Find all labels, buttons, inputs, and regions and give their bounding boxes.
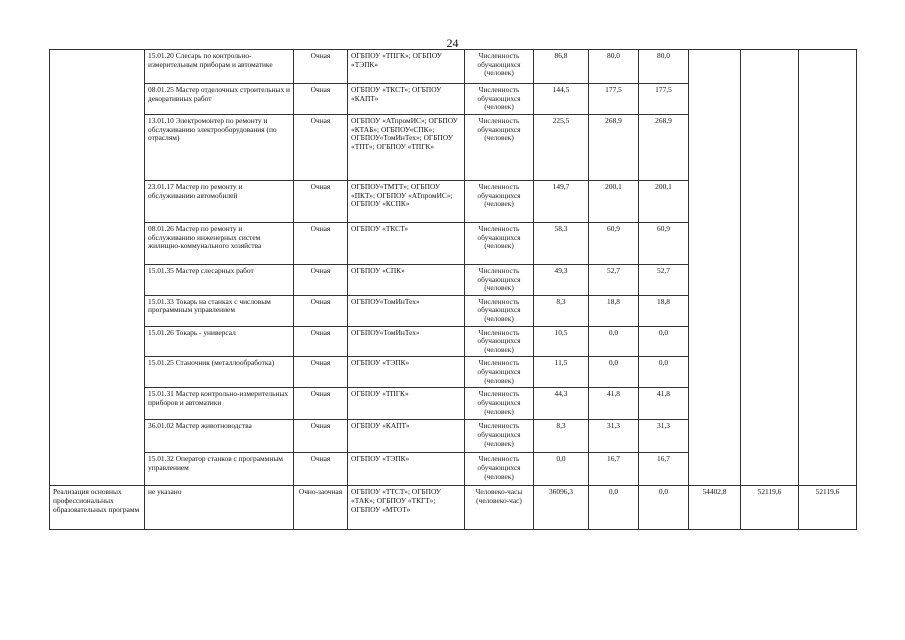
value-cell-3: 0,0: [639, 326, 689, 357]
specialty-cell: не указано: [145, 486, 294, 530]
value-cell-3: 268,9: [639, 115, 689, 181]
value-cell-2: 0,0: [589, 486, 639, 530]
organization-cell: ОГБПОУ«ТомИнТех»: [348, 326, 465, 357]
form-cell: Очная: [294, 84, 348, 115]
form-cell: Очная: [294, 265, 348, 296]
value-cell-2: 177,5: [589, 84, 639, 115]
value-cell-3: 16,7: [639, 453, 689, 486]
value-cell-2: 31,3: [589, 420, 639, 453]
value-cell-1: 225,5: [534, 115, 589, 181]
value-cell-1: 44,3: [534, 388, 589, 420]
value-cell-3: 80,0: [639, 50, 689, 84]
specialty-cell: 15.01.25 Станочник (металлообработка): [145, 357, 294, 388]
organization-cell: ОГБПОУ «ТПГК»: [348, 388, 465, 420]
form-cell: Очная: [294, 295, 348, 326]
organization-cell: ОГБПОУ«ТМТТ»; ОГБПОУ «ПКТ»; ОГБПОУ «АТпромИС»; ОГБПОУ «КСПК»: [348, 181, 465, 223]
organization-cell: ОГБПОУ «ТТСТ»; ОГБПОУ «ТАК»; ОГБПОУ «ТКГТ»; ОГБПОУ «МТОТ»: [348, 486, 465, 530]
merged-total-cell-1: [689, 50, 741, 486]
unit-cell: Численность обучающихся (человек): [465, 453, 534, 486]
value-cell-3: 0,0: [639, 486, 689, 530]
value-cell-1: 86,8: [534, 50, 589, 84]
value-cell-1: 49,3: [534, 265, 589, 296]
form-cell: Очная: [294, 223, 348, 265]
unit-cell: Численность обучающихся (человек): [465, 326, 534, 357]
organization-cell: ОГБПОУ «ТПГК»; ОГБПОУ «ТЭПК»: [348, 50, 465, 84]
form-cell: Очная: [294, 50, 348, 84]
table-row: [50, 50, 857, 84]
value-cell-1: 144,5: [534, 84, 589, 115]
unit-cell: Численность обучающихся (человек): [465, 50, 534, 84]
unit-cell: Численность обучающихся (человек): [465, 115, 534, 181]
value-cell-3: 177,5: [639, 84, 689, 115]
merged-name-cell: [50, 50, 145, 486]
value-cell-2: 52,7: [589, 265, 639, 296]
unit-cell: Численность обучающихся (человек): [465, 181, 534, 223]
specialty-cell: 15.01.32 Оператор станков с программным управлением: [145, 453, 294, 486]
specialty-cell: 15.01.26 Токарь - универсал: [145, 326, 294, 357]
value-cell-2: 0,0: [589, 326, 639, 357]
value-cell-2: 200,1: [589, 181, 639, 223]
organization-cell: ОГБПОУ «ТЭПК»: [348, 357, 465, 388]
value-cell-3: 60,9: [639, 223, 689, 265]
specialty-cell: 08.01.26 Мастер по ремонту и обслуживанию инженерных систем жилищно-коммунального хозяйства: [145, 223, 294, 265]
form-cell: Очная: [294, 388, 348, 420]
page-number: 24: [446, 36, 459, 50]
value-cell-2: 60,9: [589, 223, 639, 265]
organization-cell: ОГБПОУ «ТЭПК»: [348, 453, 465, 486]
specialty-cell: 08.01.25 Мастер отделочных строительных и декоративных работ: [145, 84, 294, 115]
unit-cell: Численность обучающихся (человек): [465, 357, 534, 388]
organization-cell: ОГБПОУ «ТКСТ»: [348, 223, 465, 265]
service-name-cell: Реализация основных профессиональных образовательных программ: [50, 486, 145, 530]
total-cell-2: 52119,6: [741, 486, 799, 530]
value-cell-1: 8,3: [534, 295, 589, 326]
unit-cell: Численность обучающихся (человек): [465, 265, 534, 296]
services-table: [49, 49, 857, 530]
organization-cell: ОГБПОУ «СПК»: [348, 265, 465, 296]
form-cell: Очная: [294, 357, 348, 388]
value-cell-1: 0,0: [534, 453, 589, 486]
total-cell-3: 52119,6: [799, 486, 857, 530]
form-cell: Очная: [294, 181, 348, 223]
value-cell-2: 0,0: [589, 357, 639, 388]
value-cell-2: 41,8: [589, 388, 639, 420]
specialty-cell: 15.01.20 Слесарь по контрольно-измерительным приборам и автоматике: [145, 50, 294, 84]
value-cell-1: 11,5: [534, 357, 589, 388]
table-row-final: [50, 486, 857, 530]
value-cell-2: 18,8: [589, 295, 639, 326]
value-cell-3: 52,7: [639, 265, 689, 296]
merged-total-cell-3: [799, 50, 857, 486]
form-cell: Очно-заочная: [294, 486, 348, 530]
value-cell-1: 149,7: [534, 181, 589, 223]
specialty-cell: 15.01.33 Токарь на станках с числовым программным управлением: [145, 295, 294, 326]
value-cell-3: 200,1: [639, 181, 689, 223]
value-cell-1: 10,5: [534, 326, 589, 357]
value-cell-1: 8,3: [534, 420, 589, 453]
value-cell-3: 0,0: [639, 357, 689, 388]
form-cell: Очная: [294, 420, 348, 453]
total-cell-1: 54402,8: [689, 486, 741, 530]
specialty-cell: 15.01.35 Мастер слесарных работ: [145, 265, 294, 296]
unit-cell: Человеко-часы (человеко-час): [465, 486, 534, 530]
organization-cell: ОГБПОУ «КАПТ»: [348, 420, 465, 453]
organization-cell: ОГБПОУ «АТпромИС»; ОГБПОУ «КТАБ»; ОГБПОУ«СПК»; ОГБПОУ«ТомИнТех»; ОГБПОУ «ТПТ»; ОГБПОУ «ТПГК»: [348, 115, 465, 181]
value-cell-3: 41,8: [639, 388, 689, 420]
organization-cell: ОГБПОУ«ТомИнТех»: [348, 295, 465, 326]
value-cell-2: 16,7: [589, 453, 639, 486]
form-cell: Очная: [294, 453, 348, 486]
unit-cell: Численность обучающихся (человек): [465, 84, 534, 115]
specialty-cell: 15.01.31 Мастер контрольно-измерительных приборов и автоматики: [145, 388, 294, 420]
value-cell-3: 31,3: [639, 420, 689, 453]
specialty-cell: 36.01.02 Мастер животноводства: [145, 420, 294, 453]
specialty-cell: 13.01.10 Электромонтер по ремонту и обслуживанию электрооборудования (по отраслям): [145, 115, 294, 181]
unit-cell: Численность обучающихся (человек): [465, 388, 534, 420]
specialty-cell: 23.01.17 Мастер по ремонту и обслуживанию автомобилей: [145, 181, 294, 223]
value-cell-1: 36096,3: [534, 486, 589, 530]
organization-cell: ОГБПОУ «ТКСТ»; ОГБПОУ «КАПТ»: [348, 84, 465, 115]
form-cell: Очная: [294, 326, 348, 357]
value-cell-1: 58,3: [534, 223, 589, 265]
unit-cell: Численность обучающихся (человек): [465, 223, 534, 265]
form-cell: Очная: [294, 115, 348, 181]
value-cell-2: 80,0: [589, 50, 639, 84]
value-cell-3: 18,8: [639, 295, 689, 326]
unit-cell: Численность обучающихся (человек): [465, 295, 534, 326]
merged-total-cell-2: [741, 50, 799, 486]
value-cell-2: 268,9: [589, 115, 639, 181]
unit-cell: Численность обучающихся (человек): [465, 420, 534, 453]
